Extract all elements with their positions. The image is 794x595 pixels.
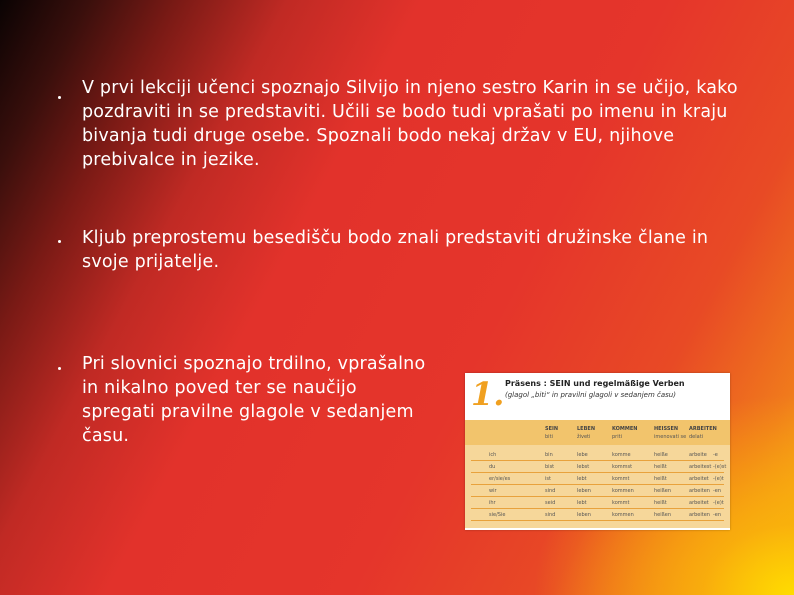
pronoun-cell: wir xyxy=(489,488,497,494)
ending-cell: -(e)st xyxy=(713,464,727,470)
row-divider xyxy=(471,508,724,509)
ending-cell: -(e)t xyxy=(713,500,724,506)
row-divider xyxy=(471,460,724,461)
ending-cell: -(e)t xyxy=(713,476,724,482)
col-translation: imenovati se xyxy=(654,434,687,440)
verb-form-cell: sind xyxy=(545,512,556,518)
verb-form-cell: kommen xyxy=(612,488,634,494)
bullet-dot-3 xyxy=(58,367,61,370)
verb-form-cell: arbeite xyxy=(689,452,707,458)
row-divider xyxy=(471,496,724,497)
verb-form-cell: kommen xyxy=(612,512,634,518)
col-head: HEISSEN xyxy=(654,426,679,432)
verb-form-cell: heißen xyxy=(654,512,672,518)
ending-cell: -en xyxy=(713,488,722,494)
grammar-table-image xyxy=(465,373,730,530)
verb-form-cell: arbeitet xyxy=(689,500,709,506)
verb-form-cell: heißt xyxy=(654,500,667,506)
verb-form-cell: arbeitest xyxy=(689,464,712,470)
verb-form-cell: lebt xyxy=(577,500,587,506)
col-head: LEBEN xyxy=(577,426,596,432)
verb-form-cell: lebe xyxy=(577,452,588,458)
verb-form-cell: leben xyxy=(577,512,591,518)
bullet-text-2: Kljub preprostemu besedišču bodo znali predstaviti družinske člane in svoje prijatelje. xyxy=(82,228,709,272)
verb-form-cell: heißt xyxy=(654,464,667,470)
col-translation: delati xyxy=(689,434,704,440)
pronoun-cell: ich xyxy=(489,452,497,458)
col-translation: biti xyxy=(545,434,553,440)
verb-form-cell: sind xyxy=(545,488,556,494)
conjugation-table xyxy=(465,420,730,528)
ending-cell: -e xyxy=(713,452,718,458)
col-head: ARBEITEN xyxy=(689,426,717,432)
pronoun-cell: sie/Sie xyxy=(489,512,506,518)
verb-form-cell: heißt xyxy=(654,476,667,482)
verb-form-cell: arbeitet xyxy=(689,476,709,482)
verb-form-cell: arbeiten xyxy=(689,512,710,518)
verb-form-cell: komme xyxy=(612,452,631,458)
pronoun-cell: er/sie/es xyxy=(489,476,511,482)
card-subtitle: (glagol „biti“ in pravilni glagoli v sedanjem času) xyxy=(505,391,676,399)
verb-form-cell: seid xyxy=(545,500,556,506)
verb-form-cell: lebt xyxy=(577,476,587,482)
verb-form-cell: leben xyxy=(577,488,591,494)
row-divider xyxy=(471,484,724,485)
row-divider xyxy=(471,520,724,521)
col-head: KOMMEN xyxy=(612,426,638,432)
card-number: 1. xyxy=(471,375,505,413)
col-head: SEIN xyxy=(545,426,559,432)
bullet-text-3: Pri slovnici spoznajo trdilno, vprašalno in nikalno poved ter se naučijo spregati pravilne glagole v sedanjem času. xyxy=(82,354,426,446)
verb-form-cell: lebst xyxy=(577,464,590,470)
verb-form-cell: kommt xyxy=(612,500,630,506)
verb-form-cell: bin xyxy=(545,452,553,458)
pronoun-cell: ihr xyxy=(489,500,496,506)
bullet-dot-2 xyxy=(58,240,61,243)
col-translation: živeti xyxy=(577,434,591,440)
verb-form-cell: kommst xyxy=(612,464,633,470)
bullet-dot-1 xyxy=(58,96,61,99)
pronoun-cell: du xyxy=(489,464,496,470)
verb-form-cell: bist xyxy=(545,464,555,470)
verb-form-cell: heiße xyxy=(654,452,668,458)
bullet-text-1: V prvi lekciji učenci spoznajo Silvijo in njeno sestro Karin in se učijo, kako pozdraviti in se predstaviti. Učili se bodo tudi vprašati po imenu in kraju bivanja tudi druge osebe. Spoznali bodo nekaj držav v EU, njihove prebivalce in jezike. xyxy=(82,78,738,170)
verb-form-cell: ist xyxy=(545,476,551,482)
row-divider xyxy=(471,472,724,473)
verb-form-cell: kommt xyxy=(612,476,630,482)
verb-form-cell: heißen xyxy=(654,488,672,494)
verb-form-cell: arbeiten xyxy=(689,488,710,494)
col-translation: priti xyxy=(612,434,622,440)
ending-cell: -en xyxy=(713,512,722,518)
table-header xyxy=(465,420,730,445)
card-title: Präsens : SEIN und regelmäßige Verben xyxy=(505,379,685,388)
